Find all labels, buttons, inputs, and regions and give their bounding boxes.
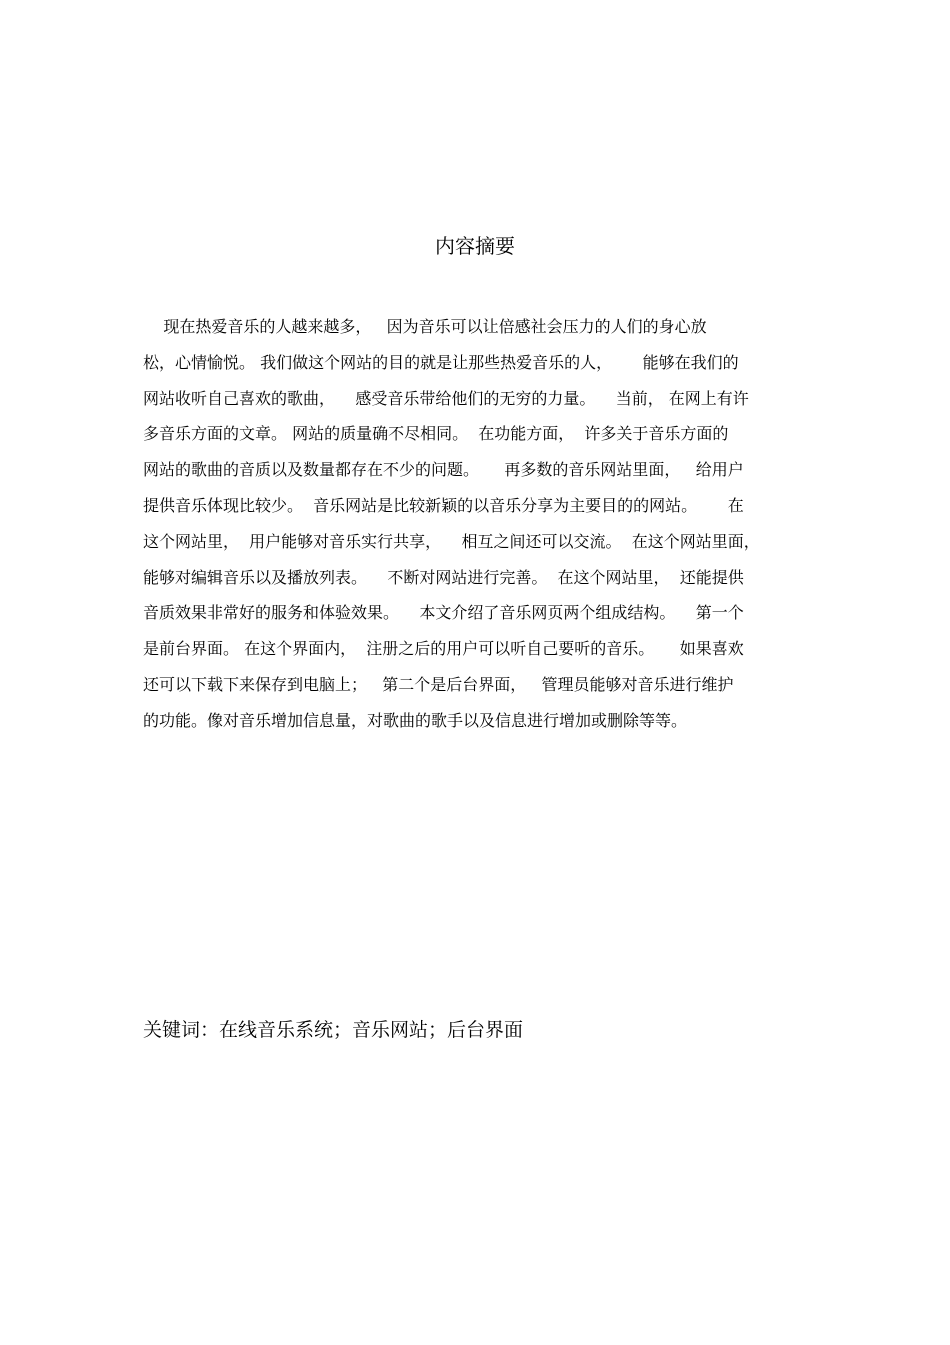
abstract-line: 多音乐方面的文章。 网站的质量确不尽相同。 在功能方面， 许多关于音乐方面的	[143, 424, 729, 444]
abstract-line: 还可以下载下来保存到电脑上； 第二个是后台界面， 管理员能够对音乐进行维护	[143, 674, 734, 694]
abstract-line: 是前台界面。 在这个界面内， 注册之后的用户可以听自己要听的音乐。 如果喜欢	[143, 639, 744, 659]
abstract-body	[143, 309, 805, 739]
abstract-line: 网站的歌曲的音质以及数量都存在不少的问题。 再多数的音乐网站里面， 给用户	[143, 460, 744, 480]
abstract-line: 现在热爱音乐的人越来越多， 因为音乐可以让倍感社会压力的人们的身心放	[143, 317, 707, 336]
abstract-line: 能够对编辑音乐以及播放列表。 不断对网站进行完善。 在这个网站里， 还能提供	[143, 567, 744, 587]
abstract-line: 的功能。像对音乐增加信息量，对歌曲的歌手以及信息进行增加或删除等等。	[143, 710, 688, 730]
abstract-line: 这个网站里， 用户能够对音乐实行共享， 相互之间还可以交流。 在这个网站里面，	[143, 531, 760, 551]
abstract-line: 松，心情愉悦。 我们做这个网站的目的就是让那些热爱音乐的人， 能够在我们的	[143, 352, 739, 372]
keywords-line: 关键词：在线音乐系统；音乐网站；后台界面	[143, 1019, 524, 1041]
abstract-title: 内容摘要	[435, 234, 515, 258]
abstract-line: 提供音乐体现比较少。 音乐网站是比较新颖的以音乐分享为主要目的的网站。 在	[143, 495, 744, 515]
abstract-line: 音质效果非常好的服务和体验效果。 本文介绍了音乐网页两个组成结构。 第一个	[143, 603, 744, 623]
abstract-line: 网站收听自己喜欢的歌曲， 感受音乐带给他们的无穷的力量。 当前， 在网上有许	[143, 388, 749, 408]
